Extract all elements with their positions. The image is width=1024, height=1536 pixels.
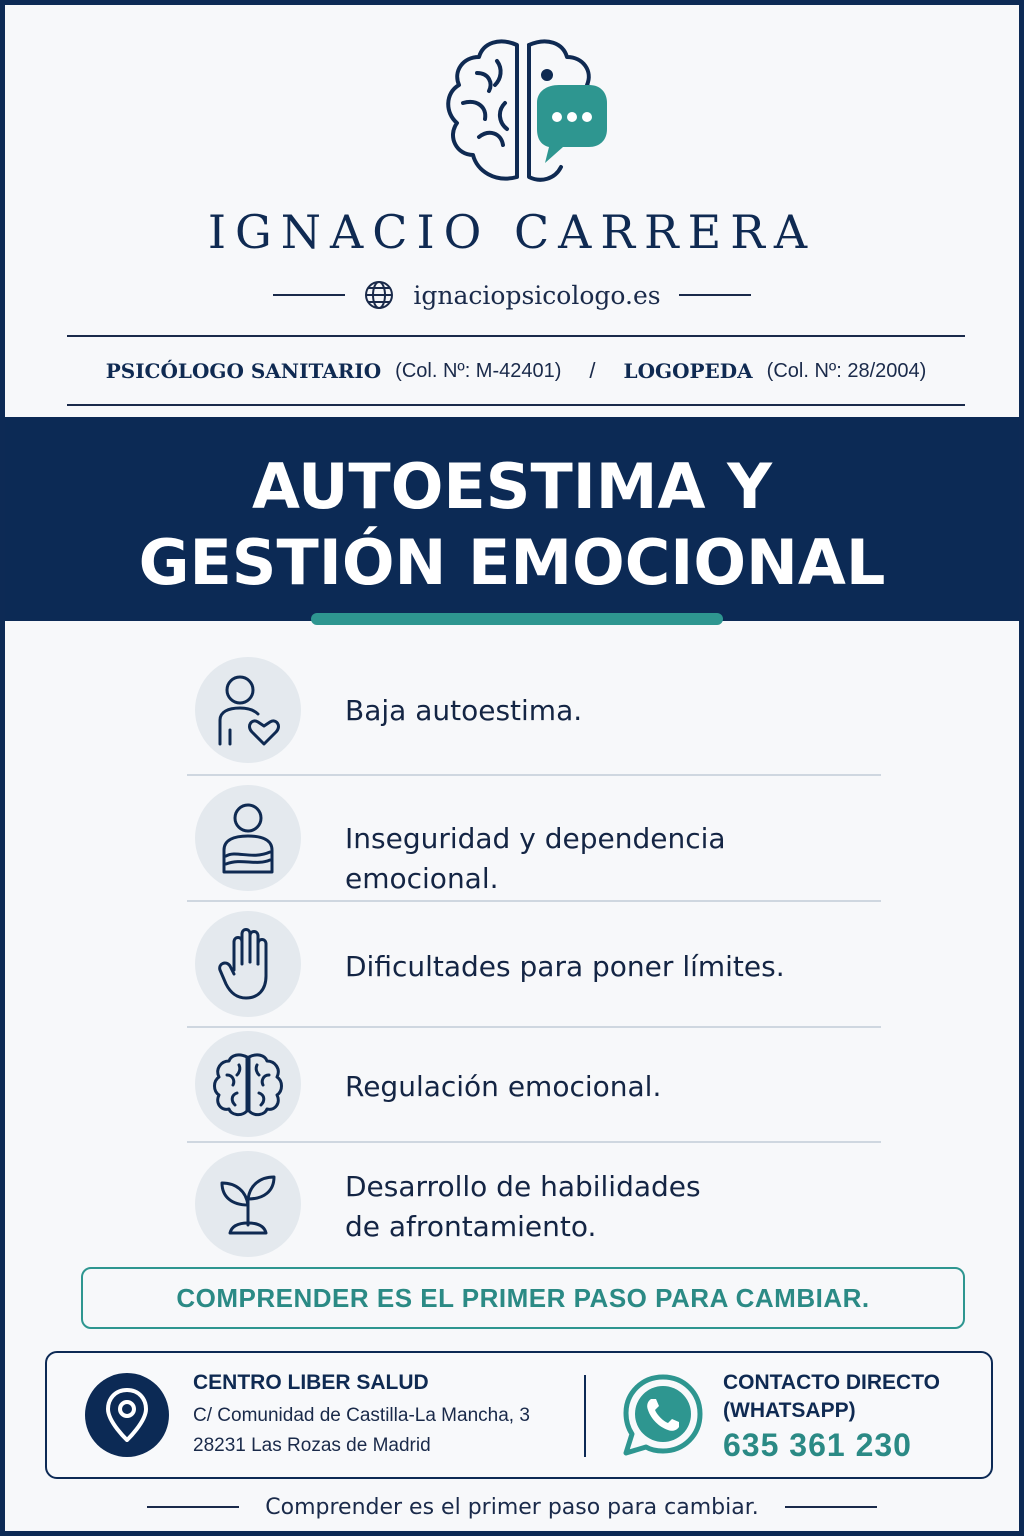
decorative-rule — [679, 294, 751, 296]
address-line-1: C/ Comunidad de Castilla-La Mancha, 3 — [193, 1405, 530, 1426]
icon-circle — [195, 657, 301, 763]
item-label-line-1: Desarrollo de habilidades — [345, 1170, 701, 1203]
list-item — [187, 911, 881, 1019]
role-speech-therapist: LOGOPEDA — [623, 359, 753, 383]
item-label: Regulación emocional. — [345, 1070, 662, 1103]
direct-contact-line-1: CONTACTO DIRECTO — [723, 1371, 941, 1394]
psychologist-license: (Col. Nº: M-42401) — [395, 359, 562, 382]
direct-contact-title — [723, 1369, 940, 1425]
website-row — [5, 275, 1019, 315]
footer — [5, 1489, 1019, 1525]
contact-separator — [584, 1375, 586, 1457]
page-title — [5, 449, 1019, 601]
person-heart-icon — [212, 672, 284, 748]
decorative-rule — [147, 1506, 239, 1508]
slogan-box: COMPRENDER ES EL PRIMER PASO PARA CAMBIAR. — [81, 1267, 965, 1329]
title-line-2: GESTIÓN EMOCIONAL — [138, 526, 886, 599]
list-item — [187, 657, 881, 765]
sprout-icon — [216, 1169, 280, 1239]
website-link[interactable]: ignaciopsicologo.es — [413, 280, 661, 310]
contact-box — [45, 1351, 993, 1479]
role-psychologist: PSICÓLOGO SANITARIO — [105, 359, 382, 383]
brand-name: IGNACIO CARRERA — [207, 205, 817, 259]
whatsapp-icon[interactable] — [621, 1373, 705, 1457]
globe-icon — [363, 279, 395, 311]
item-label: Inseguridad y dependencia emocional. — [345, 822, 726, 895]
title-banner — [5, 417, 1019, 621]
item-label — [345, 1167, 701, 1247]
divider — [67, 335, 965, 337]
brain-icon — [211, 1051, 285, 1117]
raised-hand-icon — [218, 926, 278, 1002]
credentials-separator: / — [589, 358, 596, 383]
footer-text: Comprender es el primer paso para cambiar. — [265, 1494, 759, 1520]
divider — [187, 1026, 881, 1028]
icon-circle — [195, 785, 301, 891]
credentials-row — [67, 353, 965, 389]
decorative-rule — [785, 1506, 877, 1508]
item-label-line-2: de afrontamiento. — [345, 1210, 597, 1243]
divider — [187, 900, 881, 902]
icon-circle — [195, 1031, 301, 1137]
divider — [187, 774, 881, 776]
divider — [67, 404, 965, 406]
direct-contact-line-2: (WHATSAPP) — [723, 1399, 856, 1422]
item-label: Baja autoestima. — [345, 694, 583, 727]
title-line-1: AUTOESTIMA Y — [252, 450, 772, 523]
speech-therapist-license: (Col. Nº: 28/2004) — [766, 359, 927, 382]
icon-circle — [195, 1151, 301, 1257]
list-item — [187, 1151, 881, 1257]
center-name: CENTRO LIBER SALUD — [193, 1371, 429, 1394]
address-line-2: 28231 Las Rozas de Madrid — [193, 1435, 431, 1456]
accent-bar — [311, 613, 723, 625]
list-item — [187, 1035, 881, 1135]
brain-chat-logo-icon — [437, 33, 613, 193]
decorative-rule — [273, 294, 345, 296]
person-arms-crossed-icon — [216, 800, 280, 876]
list-item — [187, 785, 881, 893]
item-label: Dificultades para poner límites. — [345, 950, 785, 983]
divider — [187, 1141, 881, 1143]
phone-number[interactable]: 635 361 230 — [723, 1427, 912, 1463]
icon-circle — [195, 911, 301, 1017]
location-pin-icon — [85, 1373, 169, 1457]
